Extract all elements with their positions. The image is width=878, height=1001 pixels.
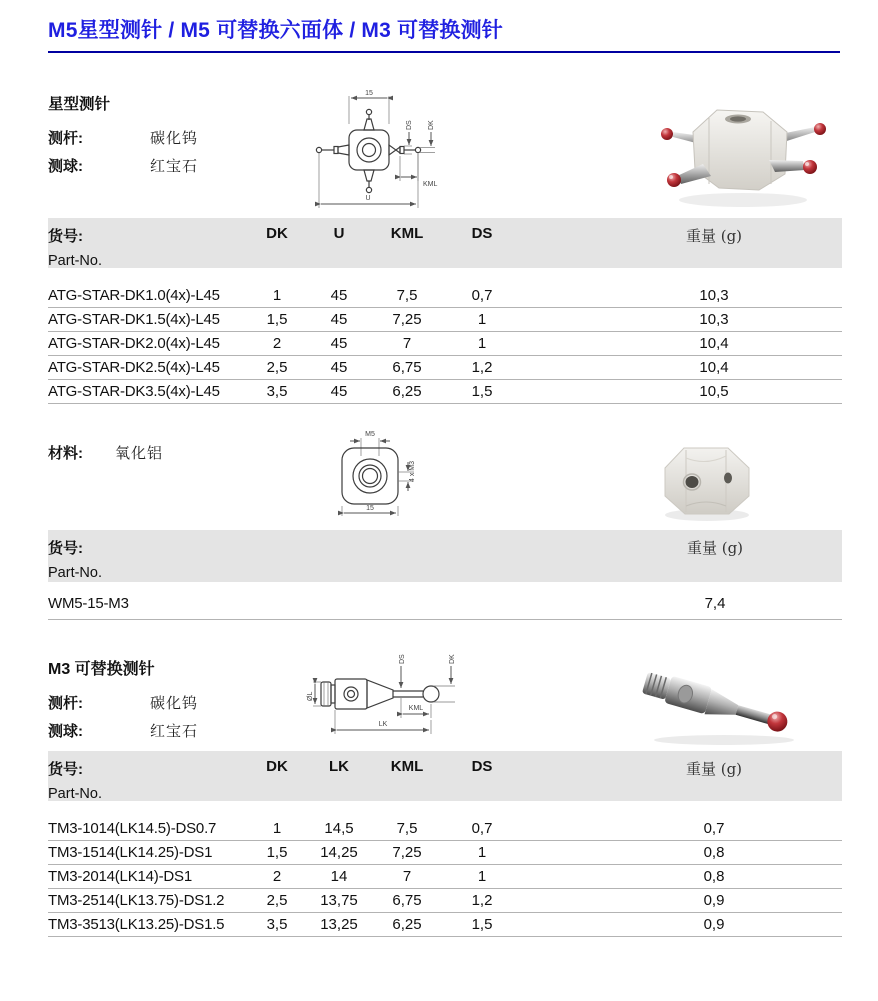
part-no-label: 货号:: [48, 540, 83, 557]
ds-cell: 1: [477, 311, 487, 328]
table-row: [48, 268, 842, 308]
kml-cell: 6,75: [392, 892, 422, 909]
page-title: M5星型测针 / M5 可替换六面体 / M3 可替换测针: [48, 14, 840, 53]
hexahedron-technical-drawing: [328, 428, 420, 522]
col-header-lk: LK: [329, 758, 349, 775]
dim-dk: DK: [449, 654, 456, 664]
part-no-cell: ATG-STAR-DK2.0(4x)-L45: [48, 335, 220, 352]
part-no-cell: ATG-STAR-DK3.5(4x)-L45: [48, 383, 220, 400]
table-row: [48, 801, 842, 841]
ds-cell: 1,5: [471, 916, 493, 933]
col-header-ds: DS: [471, 758, 493, 775]
weight-cell: 0,9: [703, 916, 725, 933]
table-row: [48, 356, 842, 380]
dim-dl: ØL: [307, 691, 314, 701]
table-row: [48, 380, 842, 404]
lk-cell: 14: [330, 868, 348, 885]
part-no-cell: TM3-1014(LK14.5)-DS0.7: [48, 820, 217, 837]
dk-cell: 2,5: [266, 359, 288, 376]
table-row: [48, 865, 842, 889]
part-no-label: 货号:: [48, 761, 83, 778]
section-m3-stylus-info: [48, 656, 198, 744]
star-stylus-technical-drawing: [293, 86, 445, 212]
col-header-kml: KML: [390, 225, 424, 242]
spec-value: 氧化铝: [115, 443, 164, 462]
weight-cell: 0,8: [703, 868, 725, 885]
part-no-sublabel: Part-No.: [48, 565, 102, 581]
part-no-cell: TM3-2514(LK13.75)-DS1.2: [48, 892, 225, 909]
table-row: [48, 913, 842, 937]
dim-ds: DS: [399, 654, 406, 664]
kml-cell: 6,25: [392, 916, 422, 933]
dk-cell: 1,5: [266, 311, 288, 328]
kml-cell: 6,75: [392, 359, 422, 376]
table-row: [48, 889, 842, 913]
dk-cell: 2: [272, 335, 282, 352]
spec-label: 测杆:: [48, 129, 83, 147]
spec-label: 测球:: [48, 157, 83, 175]
section-heading: 星型测针: [48, 96, 111, 113]
m3-stylus-table: [48, 751, 842, 937]
col-header-weight: 重量 (g): [685, 760, 743, 778]
dk-cell: 3,5: [266, 383, 288, 400]
m3-stylus-render: [632, 656, 810, 750]
lk-cell: 13,25: [320, 916, 358, 933]
lk-cell: 13,75: [320, 892, 358, 909]
dim-15: 15: [366, 505, 374, 512]
part-no-cell: WM5-15-M3: [48, 595, 129, 612]
ds-cell: 1,5: [471, 383, 493, 400]
ds-cell: 1: [477, 335, 487, 352]
ds-cell: 1: [477, 868, 487, 885]
part-no-cell: TM3-3513(LK13.25)-DS1.5: [48, 916, 225, 933]
table-header: [48, 530, 842, 582]
spec-value: 红宝石: [150, 721, 199, 740]
table-header: [48, 751, 842, 801]
section-star-stylus-info: [48, 92, 198, 179]
part-no-sublabel: Part-No.: [48, 253, 102, 269]
table-header: [48, 218, 842, 268]
weight-cell: 0,8: [703, 844, 725, 861]
section-hexahedron-info: [48, 438, 163, 466]
section-heading: M3 可替换测针: [48, 661, 155, 678]
col-header-u: U: [333, 225, 345, 242]
u-cell: 45: [330, 311, 348, 328]
kml-cell: 7: [402, 335, 412, 352]
dk-cell: 2: [272, 868, 282, 885]
dim-u: U: [365, 195, 371, 202]
table-row: [48, 308, 842, 332]
lk-cell: 14,25: [320, 844, 358, 861]
spec-row-ball: [48, 716, 198, 744]
dim-15: 15: [365, 90, 373, 97]
table-row: [48, 841, 842, 865]
dk-cell: 2,5: [266, 892, 288, 909]
weight-cell: 10,4: [699, 359, 729, 376]
dk-cell: 3,5: [266, 916, 288, 933]
col-header-weight: 重量 (g): [686, 539, 744, 557]
part-no-cell: TM3-2014(LK14)-DS1: [48, 868, 192, 885]
spec-label: 测杆:: [48, 694, 83, 712]
star-stylus-table: [48, 218, 842, 404]
kml-cell: 7,5: [396, 820, 418, 837]
lk-cell: 14,5: [324, 820, 354, 837]
col-header-kml: KML: [390, 758, 424, 775]
weight-cell: 10,3: [699, 311, 729, 328]
table-row: [48, 332, 842, 356]
part-no-cell: TM3-1514(LK14.25)-DS1: [48, 844, 213, 861]
part-no-sublabel: Part-No.: [48, 786, 102, 802]
col-header-dk: DK: [266, 758, 288, 775]
dk-cell: 1: [272, 287, 282, 304]
spec-label: 测球:: [48, 722, 83, 740]
dim-ds: DS: [406, 120, 413, 130]
kml-cell: 7,25: [392, 311, 422, 328]
spec-value: 碳化钨: [150, 128, 199, 147]
dim-dk: DK: [428, 120, 435, 130]
spec-row-ball: [48, 151, 198, 179]
kml-cell: 6,25: [392, 383, 422, 400]
spec-row-material: [48, 438, 163, 466]
spec-value: 碳化钨: [150, 693, 199, 712]
ds-cell: 0,7: [471, 820, 493, 837]
dim-kml: KML: [408, 705, 424, 712]
spec-row-shaft: [48, 688, 198, 716]
dim-m5: M5: [365, 431, 375, 438]
dim-lk: LK: [378, 721, 388, 728]
weight-cell: 0,9: [703, 892, 725, 909]
spec-label: 材料:: [48, 444, 83, 462]
u-cell: 45: [330, 335, 348, 352]
ds-cell: 1,2: [471, 892, 493, 909]
kml-cell: 7: [402, 868, 412, 885]
dim-kml: KML: [423, 181, 438, 188]
u-cell: 45: [330, 359, 348, 376]
spec-value: 红宝石: [150, 156, 199, 175]
hexahedron-render: [652, 436, 767, 526]
m3-stylus-technical-drawing: [305, 652, 463, 748]
kml-cell: 7,5: [396, 287, 418, 304]
table-row: [48, 582, 842, 620]
weight-cell: 0,7: [703, 820, 725, 837]
col-header-ds: DS: [471, 225, 493, 242]
weight-cell: 7,4: [704, 595, 726, 612]
part-no-cell: ATG-STAR-DK1.0(4x)-L45: [48, 287, 220, 304]
part-no-label: 货号:: [48, 228, 83, 245]
col-header-dk: DK: [266, 225, 288, 242]
u-cell: 45: [330, 287, 348, 304]
ds-cell: 0,7: [471, 287, 493, 304]
ds-cell: 1,2: [471, 359, 493, 376]
part-no-cell: ATG-STAR-DK1.5(4x)-L45: [48, 311, 220, 328]
weight-cell: 10,4: [699, 335, 729, 352]
spec-row-shaft: [48, 123, 198, 151]
dk-cell: 1,5: [266, 844, 288, 861]
u-cell: 45: [330, 383, 348, 400]
kml-cell: 7,25: [392, 844, 422, 861]
weight-cell: 10,5: [699, 383, 729, 400]
part-no-cell: ATG-STAR-DK2.5(4x)-L45: [48, 359, 220, 376]
dim-4xm3: 4 x M3: [409, 460, 416, 482]
star-stylus-render: [625, 88, 855, 216]
col-header-weight: 重量 (g): [685, 227, 743, 245]
dk-cell: 1: [272, 820, 282, 837]
hexahedron-table: [48, 530, 842, 620]
ds-cell: 1: [477, 844, 487, 861]
weight-cell: 10,3: [699, 287, 729, 304]
